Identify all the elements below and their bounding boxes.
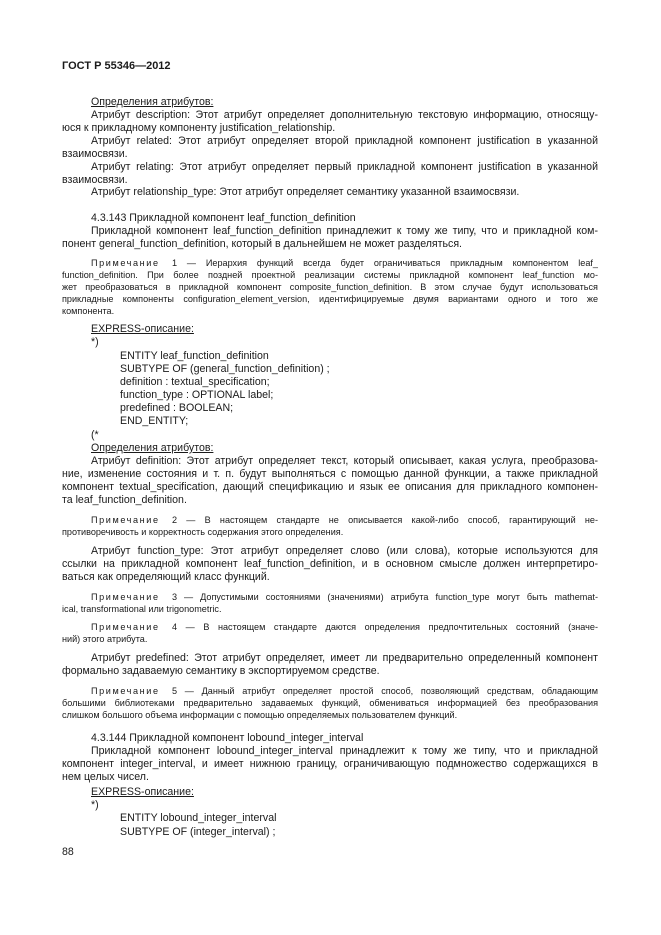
text-line: взаимосвязи.: [62, 148, 128, 160]
note-label: Примечание: [91, 592, 160, 602]
code-line: predefined : BOOLEAN;: [120, 402, 234, 414]
note-line: компонента.: [62, 306, 115, 316]
text-line: формально задаваемую семантику в экспортируемом средстве.: [62, 665, 380, 677]
code-line: ENTITY lobound_integer_interval: [120, 812, 277, 824]
note-label: Примечание: [91, 686, 160, 696]
note-line: 4 — В настоящем стандарте даются определения предпочтительных состояний (значе-: [172, 622, 598, 632]
express-label: EXPRESS-описание:: [91, 323, 194, 335]
section-heading: 4.3.144 Прикладной компонент lobound_integer_interval: [91, 732, 364, 744]
note-line: 3 — Допустимыми состояниями (значениями) атрибута function_type могут быть mathemat-: [172, 592, 598, 602]
text-line: юся к прикладному компоненту justification_relationship.: [62, 122, 336, 134]
code-line: function_type : OPTIONAL label;: [120, 389, 274, 401]
note-line: function_definition. При более поздней проектной реализации системы прикладной компонент leaf_function мо-: [62, 270, 598, 280]
express-label: EXPRESS-описание:: [91, 786, 194, 798]
text-line: ваться как определяющий класс функций.: [62, 571, 270, 583]
text-line: компонент integer_interval, и имеет нижнюю границу, ограничивающую подмножество содержащихся в: [62, 758, 598, 770]
section-label: Определения атрибутов:: [91, 442, 214, 454]
text-line: Атрибут description: Этот атрибут определяет дополнительную текстовую информацию, относящу-: [91, 109, 598, 121]
text-line: понент general_function_definition, который в дальнейшем не может разделяться.: [62, 238, 463, 250]
text-line: ние, изменение состояния и т. п. будут выполняться с помощью данной функции, а также прикладной: [62, 468, 598, 480]
note-line: 5 — Данный атрибут определяет простой способ, позволяющий средствам, обладающим: [172, 686, 598, 696]
code-line: (*: [91, 429, 99, 441]
text-line: взаимосвязи.: [62, 174, 128, 186]
note-line: 2 — В настоящем стандарте не описывается какой-либо способ, гарантирующий не-: [172, 515, 598, 525]
text-line: Атрибут relating: Этот атрибут определяет первый прикладной компонент justification в указанной: [91, 161, 598, 173]
text-line: Атрибут definition: Этот атрибут определяет текст, который описывает, какая услуга, преобразова-: [91, 455, 598, 467]
text-line: ссылки на прикладной компонент leaf_function_definition, и в основном смысле должен интерпретиро-: [62, 558, 598, 570]
note-line: противоречивость и корректность содержания этого определения.: [62, 527, 344, 537]
text-line: Атрибут predefined: Этот атрибут определяет, имеет ли предварительно определенный компонент: [91, 652, 598, 664]
note-line: прикладные компоненты configuration_element_version, идентифицируемые двумя вариантами одного и того же: [62, 294, 598, 304]
text-line: компонент textual_specification, дающий спецификацию и язык ее описания для прикладного компонен-: [62, 481, 598, 493]
code-line: definition : textual_specification;: [120, 376, 270, 388]
text-line: нем целых чисел.: [62, 771, 149, 783]
note-line: ний) этого атрибута.: [62, 634, 148, 644]
note-label: Примечание: [91, 515, 160, 525]
note-line: жет преобразоваться в прикладной компонент composite_function_definition. В этом случае будут использоваться: [62, 282, 598, 292]
page-number: 88: [62, 846, 74, 858]
code-line: ENTITY leaf_function_definition: [120, 350, 269, 362]
text-line: Атрибут function_type: Этот атрибут определяет слово (или слова), которые используются для: [91, 545, 598, 557]
text-line: Прикладной компонент lobound_integer_interval принадлежит к тому же типу, что и прикладной: [91, 745, 598, 757]
code-line: SUBTYPE OF (integer_interval) ;: [120, 826, 276, 838]
text-line: та leaf_function_definition.: [62, 494, 187, 506]
note-line: 1 — Иерархия функций всегда будет ограничиваться прикладным компонентом leaf_: [172, 258, 598, 268]
code-line: *): [91, 336, 99, 348]
note-label: Примечание: [91, 258, 160, 268]
section-heading: 4.3.143 Прикладной компонент leaf_function_definition: [91, 212, 356, 224]
text-line: Прикладной компонент leaf_function_definition принадлежит к тому же типу, что и прикладной ком-: [91, 225, 598, 237]
code-line: END_ENTITY;: [120, 415, 189, 427]
note-label: Примечание: [91, 622, 160, 632]
section-label: Определения атрибутов:: [91, 96, 214, 108]
note-line: слишком большого объема информации с помощью определяемых пользователем функций.: [62, 710, 458, 720]
document-header: ГОСТ Р 55346—2012: [62, 60, 171, 72]
text-line: Атрибут relationship_type: Этот атрибут определяет семантику указанной взаимосвязи.: [91, 186, 520, 198]
text-line: Атрибут related: Этот атрибут определяет второй прикладной компонент justification в указанной: [91, 135, 598, 147]
code-line: *): [91, 799, 99, 811]
code-line: SUBTYPE OF (general_function_definition) ;: [120, 363, 330, 375]
note-line: ical, transformational или trigonometric.: [62, 604, 222, 614]
note-line: большими библиотеками предварительно задаваемых функций, обмениваться информацией без преобразования: [62, 698, 598, 708]
